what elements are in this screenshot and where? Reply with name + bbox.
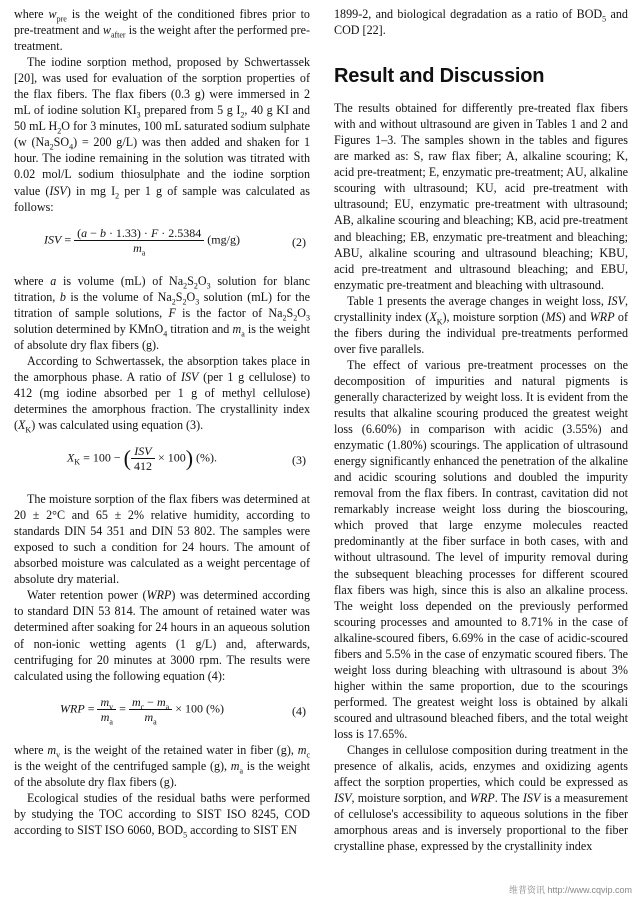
paragraph-results-intro: The results obtained for differently pre-treated flax fibers with and without ultrasound are given in Tables 1 and 2 and Figures 1–3. The samples shown in the tables and figures are marked as: S, raw flax fiber; A, alkaline scouring; K, acid pre-treatment; E, enzymatic pre-treatment; AU, alkaline scouring with ultrasound; KU, acid pre-treatment with ultrasound; EU, enzymatic pre-treatment with ultrasound; AB, alkaline scouring and bleaching; KB, acid pre-treatment and bleaching; EB, enzymatic pre-treatment and bleaching; ABU, alkaline scouring and ultrasound bleaching; KBU, acid pre-treatment and ultrasound bleaching; and EBU, enzymatic pre-treatment and bleaching with ultrasound. xyxy=(334,101,628,292)
paragraph-moisture-sorption: The moisture sorption of the flax fibers was determined at 20 ± 2°C and 65 ± 2% relative humidity, according to standards DIN 54 351 and DIN 53 802. The samples were exposed to such a condition for 24 hours. The amount of absorbed moisture was calculated as a weight percentage of absolute dry material. xyxy=(14,492,310,587)
equation-3: $X_K = 100$ − ( $\frac{\text{ISV}}{412}$ × 100) (%). (3) xyxy=(66,444,306,474)
equation-2-number: (2) xyxy=(292,234,306,249)
right-column xyxy=(334,6,628,854)
watermark: 维普资讯 http://www.cqvip.com xyxy=(508,885,632,895)
equation-4: WRP = $\frac{m_v}{m_a}$ = $\frac{m_c - m_a}{m_a}$ × 100 (%) (4) xyxy=(60,694,306,727)
paragraph-table1: Table 1 presents the average changes in weight loss, ISV, crystallinity index $(X_K)$, moisture sorption (MS) and WRP of the fibers during the individual pre-treatments performed over five parallels. xyxy=(334,293,628,356)
paragraph-iodine-method: The iodine sorption method, proposed by Schwertassek [20], was used for evaluation of the sorption properties of the flax fibers. The flax fibers (0.3 g) were immersed in 2 mL of iodine solution $KI_3$ prepared from 5 g $I_2$, 40 g KI and 50 mL $H_2O$ for 3 minutes, 100 mL saturated sodium sulphate (w $(Na_2SO_4) = 200$ g/L) was then added and shaken for 1 hour. The iodine remaining in the solution was titrated with 0.02 mol/L sodium thiosulphate and the iodine sorption value (ISV) in mg $I_2$ per 1 g of sample was calculated as follows: xyxy=(14,55,311,214)
equation-3-number: (3) xyxy=(292,453,306,468)
paragraph-ecological: Ecological studies of the residual baths were performed by studying the TOC according to SIST ISO 8245, COD according to SIST ISO 6060, $BOD_5$ according to SIST EN xyxy=(14,790,310,840)
section-heading: Result and Discussion xyxy=(334,65,545,88)
paragraph-schwertassek: According to Schwertassek, the absorption takes place in the amorphous phase. A ratio of ISV (per 1 g cellulose) to 412 (mg iodine absorbed per 1 g of methyl cellulose) determines the amorphous fraction. The crystallinity index $(X_K)$ was calculated using equation (3). xyxy=(14,353,310,435)
left-column xyxy=(14,6,310,838)
paragraph-weight-definition: where $w_{pre}$ is the weight of the conditioned fibres prior to pre-treatment and $w_{after}$ is the weight after the performed pre-treatment. xyxy=(14,7,310,54)
paragraph-wrp-variables: where $m_v$ is the weight of the retained water in fiber (g), $m_c$ is the weight of the centrifuged sample (g), $m_a$ is the weight of the absolute dry flax fibers (g). xyxy=(14,742,311,789)
paragraph-cellulose-changes: Changes in cellulose composition during treatment in the presence of alkalis, acids, enzymes and oxidizing agents affect the sorption properties, which could be expressed as ISV, moisture sorption, and WRP. The ISV is a measurement of cellulose's accessibility to aqueous solutions in the fiber amorphous areas and is inversely proportional to the fiber crystalline phase, expressed by the crystallinity index xyxy=(334,743,628,854)
paragraph-variables: where a is volume (mL) of $Na_2S_2O_3$ solution for blanc titration, b is the volume of $Na_2S_2O_3$ solution (mL) for the titration of sample solutions, F is the factor of $Na_2S_2O_3$ solution determined by KMnO$_4$ titration and $m_a$ is the weight of absolute dry flax fibers (g). xyxy=(14,273,311,352)
paragraph-continued: 1899-2, and biological degradation as a ratio of $BOD_5$ and COD [22]. xyxy=(334,7,628,38)
paragraph-wrp: Water retention power (WRP) was determined according to standard DIN 53 814. The amount of retained water was determined after soaking for 24 hours in an aqueous solution of non-ionic wetting agents (1 g/L) and, afterwards, centrifuging for 20 minutes at 3000 rpm. The results were calculated using the following equation (4): xyxy=(14,588,310,683)
equation-2: ISV = $\frac{(a - b \cdot 1.33) \cdot F \cdot 2.5384}{m_a}$ (mg/g) (2) xyxy=(44,225,306,257)
equation-4-number: (4) xyxy=(292,703,306,718)
paragraph-weight-loss: The effect of various pre-treatment processes on the decomposition of impurities and natural pigments is generally characterized by weight loss. It is evident from the results that alkaline scouring produced the greatest weight loss (6.60%) in comparison with acidic (3.55%) and enzymatic (1.80%) scourings. The application of ultrasound energy significantly enhanced the penetration of the alkaline and acidic scouring solutions and doubled the impurity removal from the flax fibers. In contrast, cavitation did not remarkably increase weight loss during the bioscouring, which proved that large enzyme molecules reacted predominantly at the fiber surface in both cases, with and without ultrasound. The level of impurity removal during the subsequent bleaching processes for different scoured flax fibers was high, since this is also an alkaline process. The weight loss depended on the previously performed scouring processes and amounted to 8.71% in the case of alkaline-scoured fibers, 6.69% in the case of acidic-scoured fibers and 5.5% in the case of enzymatic scoured fibers. The weight loss during bleaching with ultrasound is about 3% higher within the same proportion, due to the scourings performed. The greatest weight loss is obtained by alkali scoured and ultrasound bleached fibers, and the total weight loss is 17.65%. xyxy=(334,357,628,741)
